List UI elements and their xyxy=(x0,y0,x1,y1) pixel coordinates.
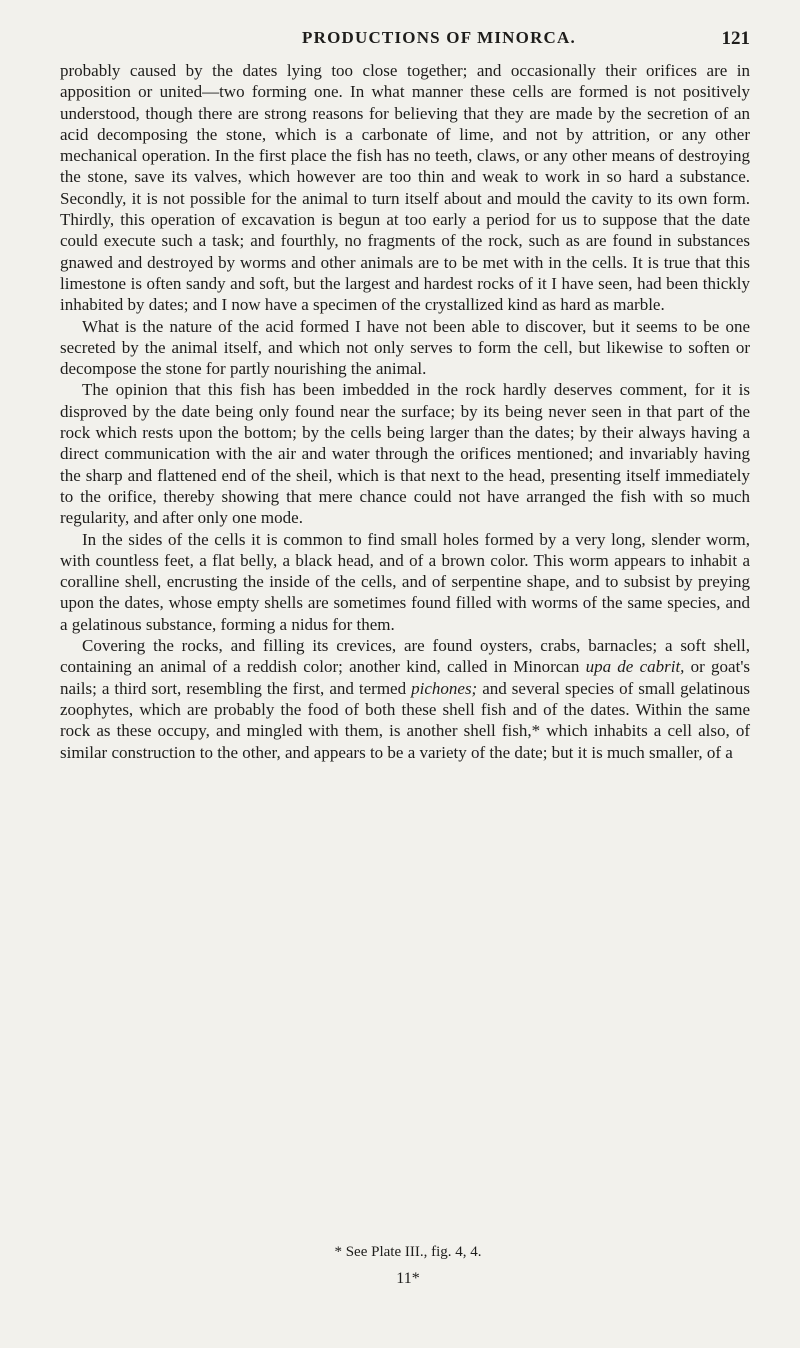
term-upa-de-cabrit: upa de cabrit, xyxy=(585,657,685,677)
paragraph-5-part-1: Covering the rocks, and filling its crevices, are found oysters, crabs, barnacles; a soft shell, containing an animal of a reddish color; another kind, called in Minorcan xyxy=(60,636,750,677)
body-text xyxy=(60,60,750,763)
signature-mark: 11* xyxy=(396,1270,420,1287)
footnote: * See Plate III., fig. 4, 4. xyxy=(334,1244,482,1260)
paragraph-2: What is the nature of the acid formed I have not been able to discover, but it seems to be one secreted by the animal itself, and which not only serves to form the cell, but likewise to soften or decompose the stone for partly nourishing the animal. xyxy=(60,316,750,379)
term-pichones: pichones; xyxy=(411,678,478,698)
running-head xyxy=(56,22,760,52)
paragraph-5-part-2: or goat's nails; a third sort, resembling the first, and termed xyxy=(60,657,751,698)
running-title: PRODUCTIONS OF MINORCA. xyxy=(302,28,576,47)
paragraph-5-part-3: and several species of small gelatinous zoophytes, which are probably the food of both these shell fish and of the dates. Within the same rock as these occupy, and mingled with them, is another shell fish,* which inhabits a cell also, of similar construction to the other, and appears to be a variety of the date; but it is much smaller, of a xyxy=(60,678,750,762)
page-number: 121 xyxy=(721,28,750,49)
paragraph-4: In the sides of the cells it is common to find small holes formed by a very long, slender worm, with countless feet, a flat belly, a black head, and of a brown color. This worm appears to inhabit a coralline shell, encrusting the inside of the cells, and of serpentine shape, and to subsist by preying upon the dates, whose empty shells are sometimes found filled with worms of the same species, and a gelatinous substance, forming a nidus for them. xyxy=(60,529,750,634)
paragraph-5 xyxy=(60,635,750,763)
paragraph-1: probably caused by the dates lying too close together; and occasionally their orifices are in apposition or united—two forming one. In what manner these cells are formed is not positively understood, though there are strong reasons for believing that they are made by the secretion of an acid decomposing the stone, which is a carbonate of lime, and not by attrition, or any other mechanical operation. In the first place the fish has no teeth, claws, or any other means of destroying the stone, save its valves, which however are too thin and weak to work in so hard a substance. Secondly, it is not possible for the animal to turn itself about and mould the cavity to its own form. Thirdly, this operation of excavation is begun at too early a period for us to suppose that the date could execute such a task; and fourthly, no fragments of the rock, such as are found in substances gnawed and destroyed by worms and other animals are to be met with in the cells. It is true that this limestone is often sandy and soft, but the largest and hardest rocks of it I have seen, had been thickly inhabited by dates; and I now have a specimen of the crystallized kind as hard as marble. xyxy=(60,61,750,315)
paragraph-3: The opinion that this fish has been imbedded in the rock hardly deserves comment, for it is disproved by the date being only found near the surface; by its being never seen in that part of the rock which rests upon the bottom; by the cells being larger than the dates; by their always having a direct communication with the air and water through the orifices mentioned; and invariably having the sharp and flattened end of the sheil, which is that next to the head, presenting itself immediately to the orifice, thereby showing that mere chance could not have arranged the fish with so much regularity, and after only one mode. xyxy=(60,380,750,528)
book-page xyxy=(56,22,760,1332)
